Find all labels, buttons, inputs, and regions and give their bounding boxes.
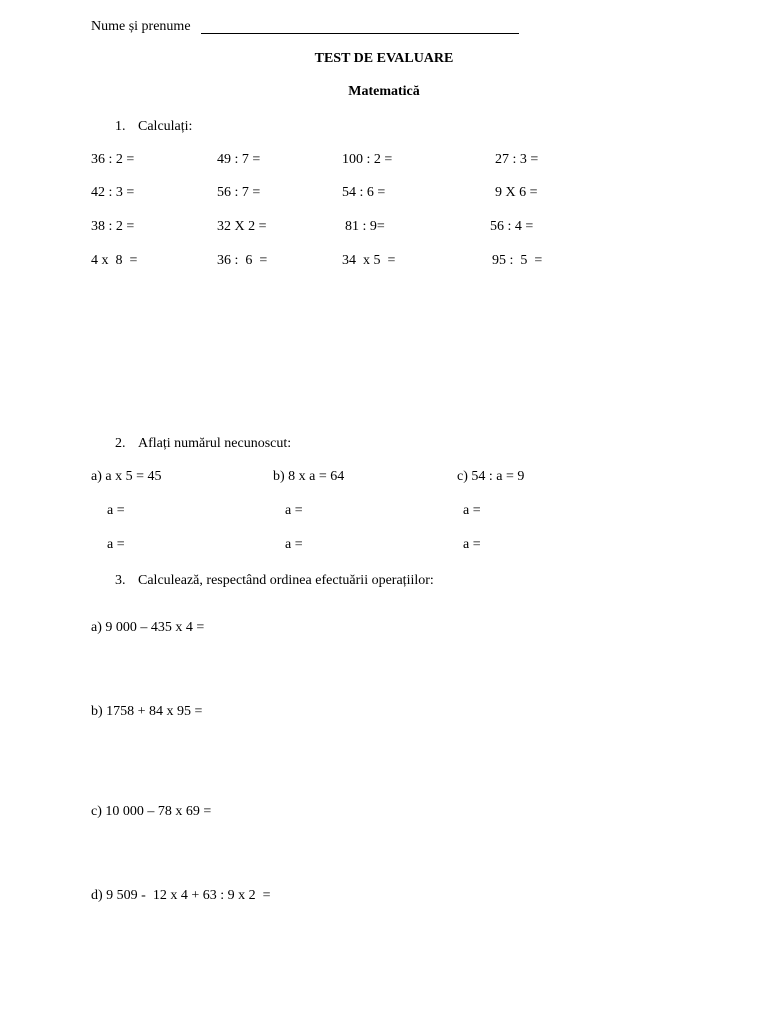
s2-answer-c-2: a = [463,537,481,552]
s3-exercise-a: a) 9 000 – 435 x 4 = [91,620,205,635]
subject-title: Matematică [348,84,420,99]
section3-number: 3. [115,573,126,588]
s2-answer-b-2: a = [285,537,303,552]
s3-exercise-d: d) 9 509 - 12 x 4 + 63 : 9 x 2 = [91,888,271,903]
s1-cell-4-3: 34 x 5 = [342,253,396,268]
s1-cell-2-2: 56 : 7 = [217,185,261,200]
s1-cell-4-2: 36 : 6 = [217,253,268,268]
s1-cell-1-3: 100 : 2 = [342,152,393,167]
name-blank-line [201,33,519,34]
s2-answer-a-1: a = [107,503,125,518]
section2-number: 2. [115,436,126,451]
s2-equation-a: a) a x 5 = 45 [91,469,162,484]
s1-cell-2-1: 42 : 3 = [91,185,135,200]
s2-equation-c: c) 54 : a = 9 [457,469,525,484]
s1-cell-3-4: 56 : 4 = [490,219,534,234]
section1-number: 1. [115,119,126,134]
s2-answer-b-1: a = [285,503,303,518]
s2-equation-b: b) 8 x a = 64 [273,469,345,484]
s1-cell-1-1: 36 : 2 = [91,152,135,167]
section3-instruction: Calculează, respectând ordinea efectuării operațiilor: [138,573,434,588]
s1-cell-3-2: 32 X 2 = [217,219,267,234]
s1-cell-3-1: 38 : 2 = [91,219,135,234]
section1-instruction: Calculați: [138,119,193,134]
test-title: TEST DE EVALUARE [314,51,454,66]
s1-cell-4-4: 95 : 5 = [492,253,543,268]
s3-exercise-b: b) 1758 + 84 x 95 = [91,704,203,719]
s1-cell-1-4: 27 : 3 = [495,152,539,167]
s1-cell-2-3: 54 : 6 = [342,185,386,200]
s1-cell-3-3: 81 : 9= [345,219,385,234]
s2-answer-a-2: a = [107,537,125,552]
s3-exercise-c: c) 10 000 – 78 x 69 = [91,804,212,819]
s1-cell-4-1: 4 x 8 = [91,253,138,268]
s2-answer-c-1: a = [463,503,481,518]
s1-cell-2-4: 9 X 6 = [495,185,538,200]
s1-cell-1-2: 49 : 7 = [217,152,261,167]
name-label: Nume și prenume [91,19,191,34]
section2-instruction: Aflați numărul necunoscut: [138,436,292,451]
